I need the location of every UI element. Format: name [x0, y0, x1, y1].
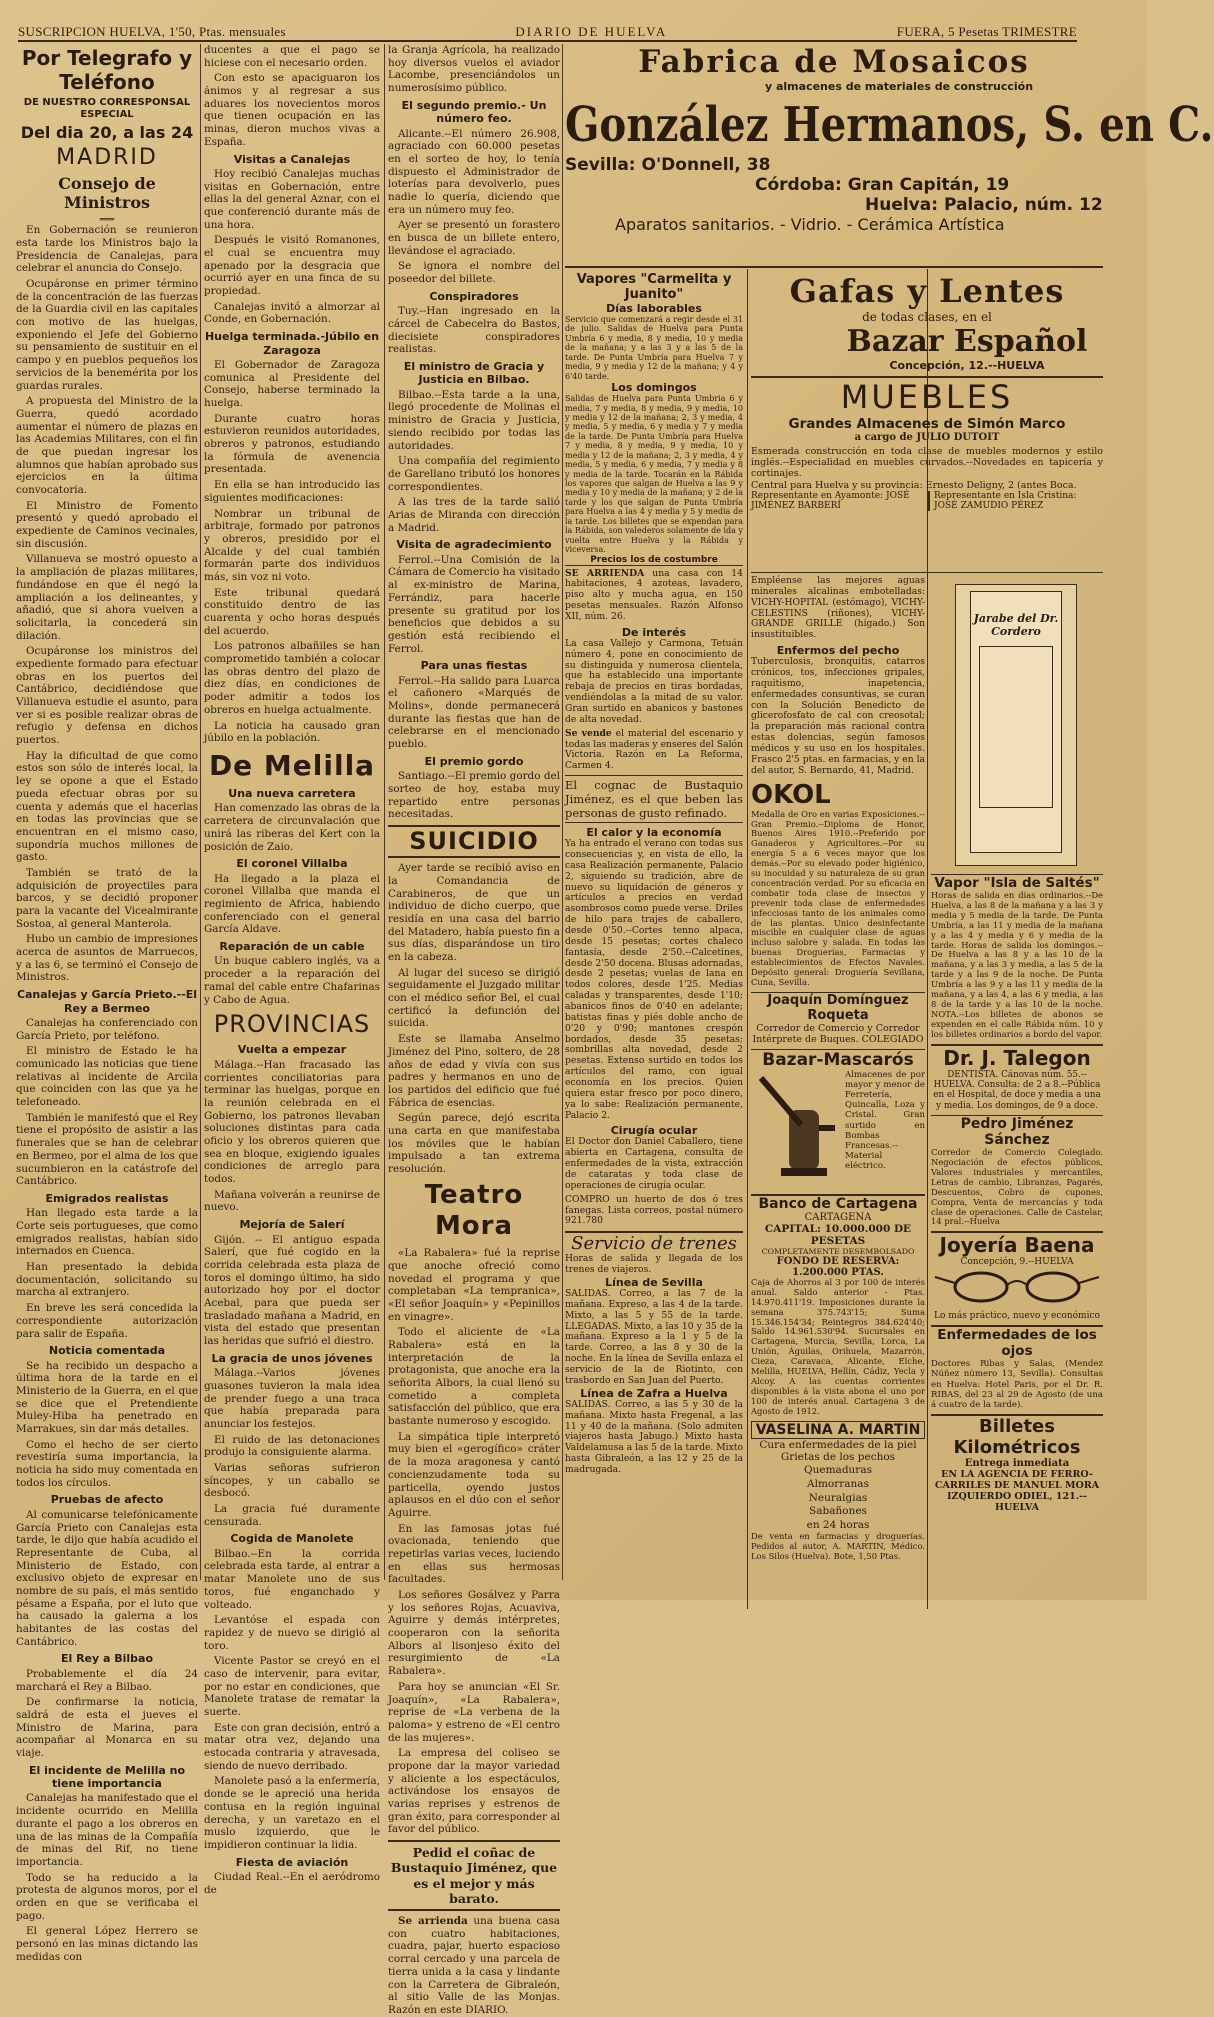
joyeria-title: Joyería Baena [931, 1231, 1103, 1257]
headline: Visitas a Canalejas [233, 152, 351, 166]
representantes [751, 491, 1103, 511]
headline: El coronel Villalba [236, 857, 348, 871]
headline: Noticia comentada [48, 1344, 166, 1358]
arrienda-label: Se arrienda [398, 1915, 468, 1928]
paragraph: Según parece, dejó escrita una carta en que manifestaba los móviles que le habían impulsado a tan extrema resolución. [388, 1112, 560, 1176]
aparatos-line: Aparatos sanitarios. - Vidrio. - Cerámica Artística [615, 215, 1005, 234]
paragraph: Ferrol.--Una Comisión de la Cámara de Comercio ha visitado al ex-ministro de Marina, Ferrándiz, para hacerle presente su gratitud por los beneficios que debidos a su gestión está recibiendo el Ferrol. [388, 553, 560, 655]
headline: El premio gordo [424, 754, 524, 768]
section-consejo: Consejo de Ministros [58, 173, 156, 213]
joaquin-sub: Corredor de Comercio y Corredor Intérprete de Buques. COLEGIADO [752, 1022, 924, 1045]
ads-column-2 [751, 576, 925, 1602]
domingos-text: Salidas de Huelva para Punta Umbria 6 y media, 7 y media, 8 y media, 9 y media, 10 y media y 12 de la mañana; 2, 3 y media, 4 y media, 5 y media, 6 y media y 7 y media de la tarde. De Punta Umbría para Huelva 7 y media, 8 y media, 9 y media, 10 y media y 12 de la mañana; 2, 3 y media, 4 y media, 5 y media, 6 y media, 7 y media y 8 y media de la tarde. Tocarán en la Rábida los vapores que salgan de Huelva a las 9 y media y 10 y media de la mañana; y 2 de la tarde y los que salgan de Punta Umbría para Huelva a las 4 y media y 5 y media de la tarde. Los billetes que se expendan para la Rábida, son valederos solamente de ida y vuelta entre Huelva y la Rábida y viceversa. [565, 394, 743, 555]
headline: Emigrados realistas [45, 1191, 169, 1205]
interes-text: La casa Vallejo y Carmona, Tetuán número 4, pone en conocimiento de su distinguida y numerosa clientela, que ha establecido una importante rebaja de precios en tiras bordadas, vendiéndolas a la mitad de su valor. Gran surtido en abanicos y bastones de alta novedad. [565, 637, 743, 725]
aguas-ad: Empléense las mejores aguas minerales alcalinas embotelladas: VICHY-HOPITAL (estómago), VICHY-CELESTINS (riñones), VICHY-GRANDE GRILLE (hígado.) Son insustituibles. [751, 575, 925, 641]
gonzalez-title: González Hermanos, S. en C. [565, 97, 1214, 153]
okol-title: OKOL [751, 779, 831, 810]
paragraph: Todo el aliciente de «La Rabalera» está en la interpretación de la protagonista, que anoche era la señorita Albors, la cual llenó su cometido a completa satisfacción del público, que era bastante numeroso y escogido. [388, 1326, 560, 1428]
vaselina-item: Quemaduras [804, 1464, 872, 1477]
column-rule [200, 44, 201, 1580]
talegon-text: DENTISTA. Cánovas núm. 55.--HUELVA. Consulta: de 2 a 8.--Pública en el Hospital, de doce y media a una y media. Los domingos, de 9 a doce. [933, 1069, 1101, 1111]
grandes-almacenes: Grandes Almacenes de Simón Marco [788, 416, 1066, 432]
paragraph: Ayer tarde se recibió aviso en la Comandancia de Carabineros, de que un individuo de dicho cuerpo, que residía en una casa del barrio del Matadero, había puesto fin a sus días, disparándose un tiro en la cabeza. [388, 862, 560, 964]
isla-text: Horas de salida en días ordinarios.--De Huelva, a las 8 de la mañana y a las 3 y media y 5 media de la tarde. De Punta Umbría, a las 11 y media de la mañana y a las 4 y media y 6 y media de la tarde. Horas de salida los domingos.--De Huelva a las 8 y a las 10 de la mañana, y a las 3 y media, a las 5 de la tarde y a las 9 de la noche. De Punta Umbría a las 9 y a las 11 y media de la mañana, y a las 4, a las 6 y media, a las 8 de la tarde y a las 10 de la noche. NOTA.--Los billetes de abonos se expenden en el calle Rábida núm. 10 y los billetes ordinarios a bordo del vapor. [931, 890, 1103, 1039]
paragraph: A las tres de la tarde salió Arias de Miranda con dirección a Madrid. [388, 496, 560, 534]
billetes-title: Billetes Kilométricos [931, 1414, 1103, 1458]
date-line: Del dia 20, a las 24 [20, 123, 194, 143]
paragraph: La empresa del coliseo se propone dar la mayor variedad y aliciente a los espectáculos, activándose los ensayos de varias reprises y estrenos de gran éxito, para corresponder al favor del público. [388, 1747, 560, 1836]
subscription-outside: FUERA, 5 Pesetas TRIMESTRE [896, 24, 1077, 39]
city-madrid: MADRID [56, 144, 158, 170]
headline: El ministro de Gracia y Justicia en Bilbao. [403, 359, 545, 387]
trenes-title: Servicio de trenes [565, 1231, 743, 1254]
paragraph: Málaga.--Han fracasado las corrientes conciliatorias para terminar las huelgas, porque en la reunión celebrada en el Gobierno, los patronos llevaban soluciones distintas para cada oficio y los obreros quieren que sea en bloque, exigiendo iguales condiciones de arreglo para todos. [204, 1058, 380, 1186]
paragraph: También se trató de la adquisición de proyectiles para barcos, y se decidió proponer para la vacante del Vicealmirante Sostoa, al general Manterola. [16, 866, 198, 930]
headline: El Rey a Bilbao [60, 1652, 154, 1666]
banco-desembolsado: COMPLETAMENTE DESEMBOLSADO [761, 1246, 915, 1256]
newspaper-name: DIARIO DE HUELVA [515, 24, 668, 39]
paragraph: Se ignora el nombre del poseedor del billete. [388, 260, 560, 286]
vaselina-foot: De venta en farmacias y droguerías. Pedidos al autor, A. MARTIN, Médico. Los Silos (Huelva). Bote, 1,50 Ptas. [751, 1531, 925, 1562]
ojos-text: Doctores Ribas y Salas, (Mendez Núñez número 13, Sevilla). Consultas en Huelva: Hotel Paris, por el Dr. R. RIBAS, del 23 al 29 de Agosto (de una á cuatro de la tarde). [931, 1359, 1103, 1410]
address-cordoba: Córdoba: Gran Capitán, 19 [755, 175, 1010, 195]
talegon-title: Dr. J. Talegon [931, 1044, 1103, 1070]
headline: Visita de agradecimiento [396, 538, 552, 552]
paragraph: Villanueva se mostró opuesto a la ampliación de plazas militares, fundándose en que él negó la ampliación a los delineantes, y añadió, que si ahora vuelven a solicitarla, la concederá sin dilación. [16, 553, 198, 642]
paragraph: Con esto se apaciguaron los ánimos y al regresar a sus aduares los novecientos moros que tienen ocupación en las minas, dieron muchos vivas a España. [204, 72, 380, 148]
billetes-sub: Entrega inmediata [964, 1458, 1070, 1470]
pedro-title: Pedro Jiménez Sánchez [931, 1115, 1103, 1148]
column-2 [204, 44, 380, 1896]
column-rule [384, 44, 385, 1580]
paragraph: Canalejas invitó a almorzar al Conde, en Gobernación. [204, 300, 380, 326]
cirugia-text: El Doctor don Daniel Caballero, tiene abierta en Cartagena, consulta de enfermedades de la vista, extracción de cataratas y toda clase de operaciones de cirugía ocular. [565, 1136, 743, 1191]
cargo-julio: a cargo de JULIO DUTOIT [854, 432, 1000, 443]
paragraph: La noticia ha causado gran júbilo en la población. [204, 719, 380, 745]
paragraph: Ciudad Real.--En el aeródromo de [204, 1871, 380, 1896]
vaselina-title: VASELINA A. MARTIN [751, 1421, 925, 1439]
paragraph: Han comenzado las obras de la carretera de circunvalación que unirá las riberas del Kert con la posición de Zaio. [204, 802, 380, 853]
divider [751, 572, 1103, 573]
okol-text: Medalla de Oro en varias Exposiciones.--Gran Premio.--Diploma de Honor, Buenos Aires 1910.--Preferido por Ganaderos y Agricultores.--Por su energía 5 a 6 veces mayor que los demás.--Por su elevado poder higiénico, su inocuidad y su naturaleza de su gran concentración verdad. Por su eficacia en combatir toda clase de insectos y prevenir toda clase de enfermedades infecciosas tanto de los animales como de las plantas. Unico desinfectante miscible en cualquier clase de aguas incluso salobre y salada. En todas las buenas Droguerías, Farmacias y establecimientos de Efectos Navales. Depósito general: Droguería Sevillana, Cuna, Sevilla. [751, 808, 925, 988]
paragraph: Mañana volverán a reunirse de nuevo. [204, 1188, 380, 1214]
gafas-sub: de todas clases, en el [862, 310, 992, 324]
column-3 [388, 44, 561, 2016]
paragraph: Se ha recibido un despacho a última hora de la tarde en el Ministerio de la Guerra, en el que se dice que el Pretendiente Muley-Hiba ha penetrado en Marrakues, sin dar más detalles. [16, 1359, 198, 1436]
banco-capital: CAPITAL: 10.000.000 DE PESETAS [764, 1222, 912, 1247]
gafas-title: Gafas y Lentes [789, 272, 1065, 310]
pump-icon [751, 1070, 841, 1190]
divider: ═══ [99, 214, 115, 224]
rep-ayamonte: Representante en Ayamonte: JOSÉ JIMÉNEZ BARBERÍ [751, 490, 910, 511]
linea-sevilla-text: SALIDAS. Correo, a las 7 de la mañana. Expreso, a las 4 de la tarde. Mixto, a las 5 y 55 de la tarde. LLEGADAS. Mixto, a las 10 y 35 de la mañana. Expreso a la 1 y 5 de la tarde. Correo, a las 8 y 30 de la noche. En la línea de Sevilla enlaza el servicio de la de Riotinto, con trasbordo en San Juan del Puerto. [565, 1288, 743, 1386]
paragraph: Ferrol.--Ha salido para Luarca el cañonero «Marqués de Molins», donde permanecerá durante las fiestas que han de celebrarse en el mencionado pueblo. [388, 674, 560, 751]
vapores-text: Servicio que comenzará a regir desde el 31 de julio. Salidas de Huelva para Punta Umbría 6 y media, 8 y media, 10 y media de la mañana; y a las 3 y a las 5 de la tarde. De Punta Umbría para Huelva 7 y media, 9 y media y 12 de la mañana; y 4 y 6'40 tarde. [565, 315, 743, 381]
paragraph: la Granja Agrícola, ha realizado hoy diversos vuelos el aviador Lacombe, presenciándolos un numerosísimo público. [388, 44, 560, 95]
vaselina-item: Neuralgias [808, 1491, 868, 1504]
calor-title: El calor y la economía [586, 826, 722, 840]
headline: Para unas fiestas [420, 659, 528, 673]
paragraph: Los señores Gosálvez y Parra y los señores Rojas, Acuaviva, Aguirre y demás intérpretes, cooperaron con la señorita Albors al lisonjeso éxito del resurgimiento de «La Rabalera». [388, 1589, 560, 1678]
central-line: Central para Huelva y su provincia: Ernesto Deligny, 2 (antes Boca. [751, 479, 1077, 491]
cirugia-title: Cirugía ocular [610, 1124, 698, 1138]
paragraph: Hay la dificultad de que como estos son sólo de interés local, la ley se opone a que el Estado pueda efectuar obras por su cuenta y además que el hacerlas en todas las provincias que se encuentran en el mismo caso, supondría muchos millones de gasto. [16, 749, 198, 864]
paragraph: Una compañía del regimiento de Garellano tributó los honores correspondientes. [388, 455, 560, 493]
section-provincias: PROVINCIAS [213, 1010, 371, 1039]
calor-text: Ya ha entrado el verano con todas sus consecuencias y, en vista de ello, la casa Realización permanente, Palacio 2, siguiendo su tradición, abre de nuevo su liquidación de géneros y artículos a precios en verdad asombrosos como puede verse. Driles de hilo para trajes de caballero, desde 0'50.--Cortes tenno alpaca, desde 15 pesetas; cortes chaleco fantasía, desde 2'50.--Calcetines, desde 2'50 docena. Blusas adornadas, desde 2 pesetas; vuelas de lana en todos colores, desde 1'25. Medias caladas y transparentes, desde 1'10; abanicos finos de 0'40 en adelante; batistas finas y piés doble ancho de 0'20 y 0'90; mantones crespón bordados, desde 35 pesetas; sombrillas alta novedad, desde 2 pesetas. Extenso surtido en todos los artículos del ramo, con igual economía en los precios. Quien quiera estar fresco por poco dinero, ya lo sabe: Realización permanente, Palacio 2. [565, 838, 743, 1121]
vaselina-item: Almorranas [807, 1477, 869, 1490]
paragraph: ducentes a que el pago se hiciese con el necesario orden. [204, 44, 380, 69]
headline: Reparación de un cable [219, 940, 365, 954]
paragraph: Todo se ha reducido a la protesta de algunos moros, por el orden en que se verificaba el pago. [16, 1871, 198, 1922]
pedro-text: Corredor de Comercio Colegiado. Negociación de efectos públicos, Valores industriales y mercantiles, Letras de cambio, Libranzas, Pagarés, Descuentos, Cobro de cupones, Compra, Venta de mercancías y toda clase de operaciones. Calle de Castelar, 14 pral.--Huelva [931, 1147, 1103, 1227]
isla-title: Vapor "Isla de Saltés" [931, 874, 1103, 891]
vaselina-item: en 24 horas [806, 1518, 870, 1531]
fabrica-sub: y almacenes de materiales de construcción [764, 80, 1034, 93]
arrienda-label: SE ARRIENDA [565, 567, 645, 579]
correspondent-subtitle: DE NUESTRO CORRESPONSAL ESPECIAL [23, 96, 191, 120]
paragraph: El ministro de Estado le ha comunicado las noticias que tiene relativas al incidente de Arcila que coinciden con las que ya he telefoneado. [16, 1045, 198, 1109]
bazar-address: Concepción, 12.--HUELVA [889, 359, 1045, 372]
headline: El incidente de Melilla no tiene importancia [28, 1763, 185, 1791]
subscription-huelva: SUSCRIPCION HUELVA, 1'50, Ptas. mensuales [18, 24, 286, 39]
bottle-label-panel [979, 646, 1053, 808]
paragraph: Hoy recibió Canalejas muchas visitas en Gobernación, entre ellas la del general Aznar, con el que conferenció durante más de una hora. [204, 167, 380, 231]
vende-ad [565, 729, 743, 772]
precios: Precios los de costumbre [565, 555, 743, 566]
paragraph: En ella se han introducido las siguientes modificaciones: [204, 479, 380, 504]
spectacles-icon [931, 1267, 1103, 1307]
paragraph: La simpática tiple interpretó muy bien el «gerogífico» cráter de la moza aragonesa y cantó concienzudamente toda su particella, oyendo justos aplausos en el dúo con el señor Aguirre. [388, 1430, 560, 1519]
compro-ad: COMPRO un huerto de dos ó tres fanegas. Lista correos, postal número 921.780 [565, 1193, 743, 1227]
paragraph: Un buque cablero inglés, va a proceder a la reparación del ramal del cable entre Chafarinas y Cabo de Agua. [204, 955, 380, 1006]
banco-city: CARTAGENA [804, 1211, 872, 1223]
paragraph: En las famosas jotas fué ovacionada, teniendo que repetirlas varias veces, luciendo en ellas sus hermosas facultades. [388, 1522, 560, 1586]
domingos-title: Los domingos [611, 381, 697, 395]
joaquin-title: Joaquín Domínguez Roqueta [751, 992, 925, 1023]
section-melilla: De Melilla [208, 748, 376, 782]
advertisements [565, 44, 1214, 1590]
headline: Mejoría de Salerí [239, 1218, 345, 1232]
paragraph: Canalejas ha conferenciado con García Prieto, por teléfono. [16, 1016, 198, 1042]
paragraph: Han llegado esta tarde a la Corte seis portugueses, que como emigrados realistas, habían sido internados en Cuenca. [16, 1207, 198, 1258]
rep-isla: Representante en Isla Cristina: JOSÉ ZAMUDIO PÉREZ [928, 491, 1103, 511]
paragraph: El Ministro de Fomento presentó y quedó aprobado el expediente de Caminos vecinales, sin discusión. [16, 499, 198, 550]
ads-column-1 [565, 272, 743, 1602]
paragraph: El ruido de las detonaciones produjo la consiguiente alarma. [204, 1433, 380, 1459]
paragraph: Alicante.--El número 26.908, agraciado con 60.000 pesetas en el sorteo de hoy, lo tenía dispuesto el Administrador de loterías para devolverlo, pues nadie lo quería, diciendo que era un número muy feo. [388, 127, 560, 216]
headline: Pruebas de afecto [50, 1493, 164, 1507]
paragraph: Han presentado la debida documentación, solicitando su marcha al extranjero. [16, 1261, 198, 1299]
vaselina-sub: Cura enfermedades de la piel [759, 1438, 917, 1451]
mascaros-title: Bazar-Mascarós [751, 1049, 925, 1070]
paragraph: Levantóse el espada con rapidez y de nuevo se dirigió al toro. [204, 1614, 380, 1652]
headline: Cogida de Manolete [230, 1532, 354, 1546]
gonzalez-ad [565, 44, 1214, 268]
vaselina-list [751, 1451, 925, 1533]
telegraph-title: Por Telegrafo y Teléfono [21, 46, 193, 95]
paragraph: Este se llamaba Anselmo Jiménez del Pino, soltero, de 28 años de edad y vivía con sus padres y hermanos en uno de los partidos del edificio que fué Fábrica de esencias. [388, 1033, 560, 1109]
paragraph: Al comunicarse telefónicamente García Prieto con Canalejas esta tarde, le dijo que había acudido el Representante de Cuba, al Ministerio de Estado, con exclusivo objeto de expresar en nombre de su país, el más sentido pésame a España, por el luto que ha causado la galerna a los habitantes de las costas del Cantábrico. [16, 1508, 198, 1648]
paragraph: Como el hecho de ser cierto revestiría suma importancia, la noticia ha sido muy comentada en todos los círculos. [16, 1438, 198, 1489]
masthead-bar [18, 22, 1077, 42]
arrienda-text: una casa con 14 habitaciones, 4 azoteas, lavadero, piso alto y mucha agua, en 150 pesetas mensuales. Razón Alfonso XII, núm. 26. [565, 567, 743, 622]
arrienda-ad [565, 569, 743, 623]
section-suicidio: SUICIDIO [388, 825, 560, 858]
cognac-ad-2: El cognac de Bustaquio Jiménez, es el que beben las personas de gusto refinado. [565, 775, 743, 823]
muebles-title: MUEBLES [840, 378, 1014, 416]
paragraph: Ha llegado a la plaza el coronel Villalba que manda el regimiento de Africa, habiendo conferenciado con el general García Aldave. [204, 872, 380, 936]
paragraph: Gijón. -- El antiguo espada Salerí, que fué cogido en la corrida celebrada esta plaza de toros el domingo último, ha sido autorizado hoy por el doctor Acebal, para que pueda ser trasladado mañana a Madrid, en vista del estado que presentan las heridas que sufrió el diestro. [204, 1233, 380, 1348]
paragraph: Los patronos albañiles se han comprometido también a colocar las obras dentro del plazo de diez días, en condiciones de poder admitir a todos los obreros en huelga actualmente. [204, 640, 380, 716]
paragraph: Hubo un cambio de impresiones acerca de asuntos de Marruecos, y a las 6, se terminó el Consejo de Ministros. [16, 933, 198, 984]
linea-zafra-text: SALIDAS. Correo, a las 5 y 30 de la mañana. Mixto hasta Fregenal, a las 11 y 40 de la mañana. (Solo admiten viajeros hasta Jabugo.) Mixto hasta Valdelamusa a las 5 de la tarde. Mixto hasta Gibraleón, a las 12 y 25 de la madrugada. [565, 1398, 743, 1475]
paragraph: En Gobernación se reunieron esta tarde los Ministros bajo la Presidencia de Canalejas, para celebrar el anuncia do Consejo. [16, 224, 198, 275]
banco-title: Banco de Cartagena [751, 1194, 925, 1212]
column-1 [16, 44, 198, 1963]
bazar-title: Bazar Español [846, 324, 1088, 359]
joyeria-sub: Lo más práctico, nuevo y económico [934, 1311, 1100, 1322]
paragraph: La gracia fué duramente censurada. [204, 1503, 380, 1528]
paragraph: De confirmarse la noticia, saldrá de esta el jueves el Ministro de Marina, para acompañar al Monarca en su viaje. [16, 1696, 198, 1759]
bottle-label: Jarabe del Dr. Cordero [973, 612, 1059, 638]
headline: Fiesta de aviación [235, 1855, 349, 1869]
joyeria-address: Concepción, 9.--HUELVA [960, 1257, 1074, 1268]
vende-text: el material del escenario y todas las maderas y enseres del Salón Victoria. Razón en La Reforma, Carmen 4. [565, 727, 744, 772]
mascaros-body [751, 1070, 925, 1190]
bottle-illustration [955, 584, 1077, 866]
paragraph: Manolete pasó a la enfermería, donde se le apreció una herida contusa en la región inguinal derecha, y un varetazo en el muslo izquierdo, que le impidieron continuar la lidia. [204, 1775, 380, 1851]
interes-title: De interés [621, 625, 687, 639]
cognac-ad: Pedid el coñac de Bustaquio Jiménez, que es el mejor y más barato. [388, 1840, 560, 1911]
paragraph: Canalejas ha manifestado que el incidente ocurrido en Melilla durante el pago a los obreros en una de las minas de la Compañía de minas del Rif, no tiene importancia. [16, 1792, 198, 1868]
paragraph: Málaga.--Varios jóvenes guasones tuvieron la mala idea de prender fuego a una traca que había preparada para anunciar los festejos. [204, 1367, 380, 1430]
vapores-sub: Días laborables [606, 302, 702, 315]
gafas-muebles-block [751, 272, 1103, 572]
arrienda-text: una buena casa con cuatro habitaciones, cuadra, pajar, huerto espacioso corral cercado y una parcela de tierra unida a la casa y lindante con la Carretera de Gibraleón, al sitio Valle de las Monjas. Razón en este DIARIO. [388, 1915, 561, 2016]
paragraph: Para hoy se anuncian «El Sr. Joaquín», «La Rabalera», reprise de «La verbena de la paloma» y estreno de «El centro de las mujeres». [388, 1680, 560, 1744]
headline: Vuelta a empezar [237, 1043, 347, 1057]
paragraph: El Gobernador de Zaragoza comunica al Presidente del Consejo, haberse terminado la huelga. [204, 358, 380, 410]
paragraph: El general López Herrero se personó en las minas dictando las medidas con [16, 1925, 198, 1963]
section-teatro-mora: Teatro Mora [424, 1179, 524, 1242]
paragraph: Después le visitó Romanones, el cual se encuentra muy apenado por la desgracia que ocurrió ayer en una finca de su propiedad. [204, 234, 380, 298]
agencia-text: EN LA AGENCIA DE FERRO-CARRILES DE MANUEL MORA IZQUIERDO ODIEL, 121.--HUELVA [934, 1469, 1100, 1514]
vapores-title: Vapores "Carmelita y Juanito" [576, 272, 732, 302]
paragraph: Este tribunal quedará constituido dentro de las cuarenta y ocho horas después del acuerdo. [204, 586, 380, 637]
paragraph: Nombrar un tribunal de arbitraje, formado por patronos y obreros, presidido por el Alcalde y del cual también formarán parte dos individuos más, sin voz ni voto. [204, 507, 380, 583]
linea-sevilla: Línea de Sevilla [605, 1276, 703, 1290]
pecho-title: Enfermos del pecho [776, 644, 900, 658]
address-huelva: Huelva: Palacio, núm. 12 [865, 195, 1103, 215]
paragraph: También le manifestó que el Rey tiene el propósito de asistir a las funerales que se han de celebrar en Bermeo, por el alma de los que sucumbieron en la catástrofe del Cantábrico. [16, 1111, 198, 1188]
headline: La gracia de unos jóvenes [211, 1351, 373, 1365]
paragraph: Al lugar del suceso se dirigió seguidamente el Juzgado militar con el médico señor Bel, el cual certificó la defunción del suicida. [388, 966, 560, 1030]
pecho-text: Tuberculosis, bronquitis, catarros crónicos, tos, infecciones gripales, raquitismo, inapetencia, enfermedades consuntivas, se curan con la Solución Benedicto de glicerofosfato de cal con creosotal; la preparación más racional contra estas dolencias, según famosos médicos y su uso en los hospitales. Frasco 2'5 ptas. en farmacias, y en la del autor, S. Bernardo, 41, Madrid. [751, 656, 925, 776]
paragraph: Bilbao.--Esta tarde a la una, llegó procedente de Molinas el ministro de Gracia y Justicia, siendo recibido por todas las autoridades. [388, 388, 560, 452]
muebles-text: Esmerada construcción en toda clase de muebles modernos y estilo inglés.--Especialidad en muebles curvados.--Novedades en tapicería y cortinajes. [751, 446, 1103, 480]
vaselina-item: Grietas de los pechos [780, 1450, 896, 1463]
vende-label: Se vende [565, 727, 612, 739]
linea-zafra: Línea de Zafra a Huelva [580, 1386, 728, 1400]
paragraph: Probablemente el día 24 marchará el Rey a Bilbao. [16, 1667, 198, 1693]
fabrica-title: Fabrica de Mosaicos [638, 44, 1030, 80]
address-sevilla: Sevilla: O'Donnell, 38 [565, 155, 771, 175]
paragraph: A propuesta del Ministro de la Guerra, quedó acordado aumentar el número de plazas en las Academias Militares, con el fin de que puedan ingresar los alumnos que habían aprobado sus ejercicios en la última convocatoria. [16, 395, 198, 497]
paragraph: Ayer se presentó un forastero en busca de un billete entero, llevándose el agraciado. [388, 219, 560, 257]
ojos-title: Enfermedades de los ojos [931, 1325, 1103, 1359]
paragraph: Bilbao.--En la corrida celebrada esta tarde, al entrar a matar Manolete uno de sus toros, fué enganchado y volteado. [204, 1547, 380, 1611]
paragraph: En breve les será concedida la correspondiente autorización para salir de España. [16, 1302, 198, 1340]
column-rule [562, 44, 563, 1580]
trenes-intro: Horas de salida y llegada de los trenes de viajeros. [565, 1253, 743, 1276]
paragraph: Varias señoras sufrieron síncopes, y un caballo se desbocó. [204, 1461, 380, 1500]
banco-text: Caja de Ahorros al 3 por 100 de interés anual. Saldo anterior - Ptas. 14.970.411'19. Imposiciones durante la semana 375.743'15; Suma 15.346.154'34; Reintegros 384.624'40; Saldo 14.961.530'94. Sucursales en Cartagena, Murcia, Sevilla, Lorca, La Unión, Águilas, Orihuela, Mazarrón, Cieza, Caravaca, Alicante, Elche, Melilla, HUELVA, Hellín, Cádiz, Yecla y Alcoy. A las cuentas corrientes disponibles á la vista abona el uno por 100 de interés anual. Cartagena 3 de Agosto de 1912. [751, 1276, 925, 1416]
headline: El segundo premio.- Un número feo. [401, 98, 547, 126]
headline: Huelga terminada.-Júbilo en Zaragoza [204, 330, 380, 357]
headline: Conspiradores [429, 289, 519, 303]
paragraph: Durante cuatro horas estuvieron reunidos autoridades, obreros y patronos, estudiando la fórmula de avenencia presentada. [204, 412, 380, 476]
bottle-body [970, 591, 1062, 853]
paragraph [388, 1915, 560, 2017]
ad-column-rule [747, 269, 748, 1609]
mascaros-text: Almacenes de por mayor y menor de Ferretería, Quincalla, Loza y Cristal. Gran surtido en Bombas Francesas.--Material eléctrico. [845, 1069, 925, 1172]
paragraph: Ocupáronse los ministros del expediente formado para efectuar obras en los puertos del Cantábrico, decidiéndose que Villanueva estudie el asunto, para ver si es posible realizar obras de refugio y defensa en dichos puertos. [16, 645, 198, 747]
paragraph: Tuy.--Han ingresado en la cárcel de Cabecelra do Bastos, diecisiete conspiradores realistas. [388, 305, 560, 356]
paragraph: Este con gran decisión, entró a matar otra vez, dejando una estocada contraria y atravesada, siendo de nuevo derribado. [204, 1721, 380, 1772]
vaselina-item: Sabañones [809, 1505, 867, 1518]
paragraph: «La Rabalera» fué la reprise que anoche ofreció como novedad el programa y que completaban «La tempranica», «El señor Joaquín» y «Pepinillos en vinagre». [388, 1247, 560, 1323]
paragraph: Santiago.--El premio gordo del sorteo de hoy, estaba muy repartido entre personas necesitadas. [388, 770, 560, 821]
paragraph: Vicente Pastor se creyó en el caso de intervenir, para evitar, por no estar en condiciones, que Manolete tratase de rematar la suerte. [204, 1655, 380, 1719]
ads-column-3 [931, 874, 1103, 1602]
headline: Una nueva carretera [228, 787, 356, 801]
banco-reserva: FONDO DE RESERVA: 1.200.000 PTAS. [776, 1255, 900, 1278]
paragraph: Ocupáronse en primer término de la concentración de las fuerzas de la Guardia civil en las capitales con motivo de las huelgas, exponiendo el Jefe del Gobierno su pensamiento de sustituir en el campo y en pueblos pequeños los servicios de la benemérita por los guardas rurales. [16, 278, 198, 392]
headline: Canalejas y García Prieto.--El Rey a Bermeo [16, 988, 198, 1015]
